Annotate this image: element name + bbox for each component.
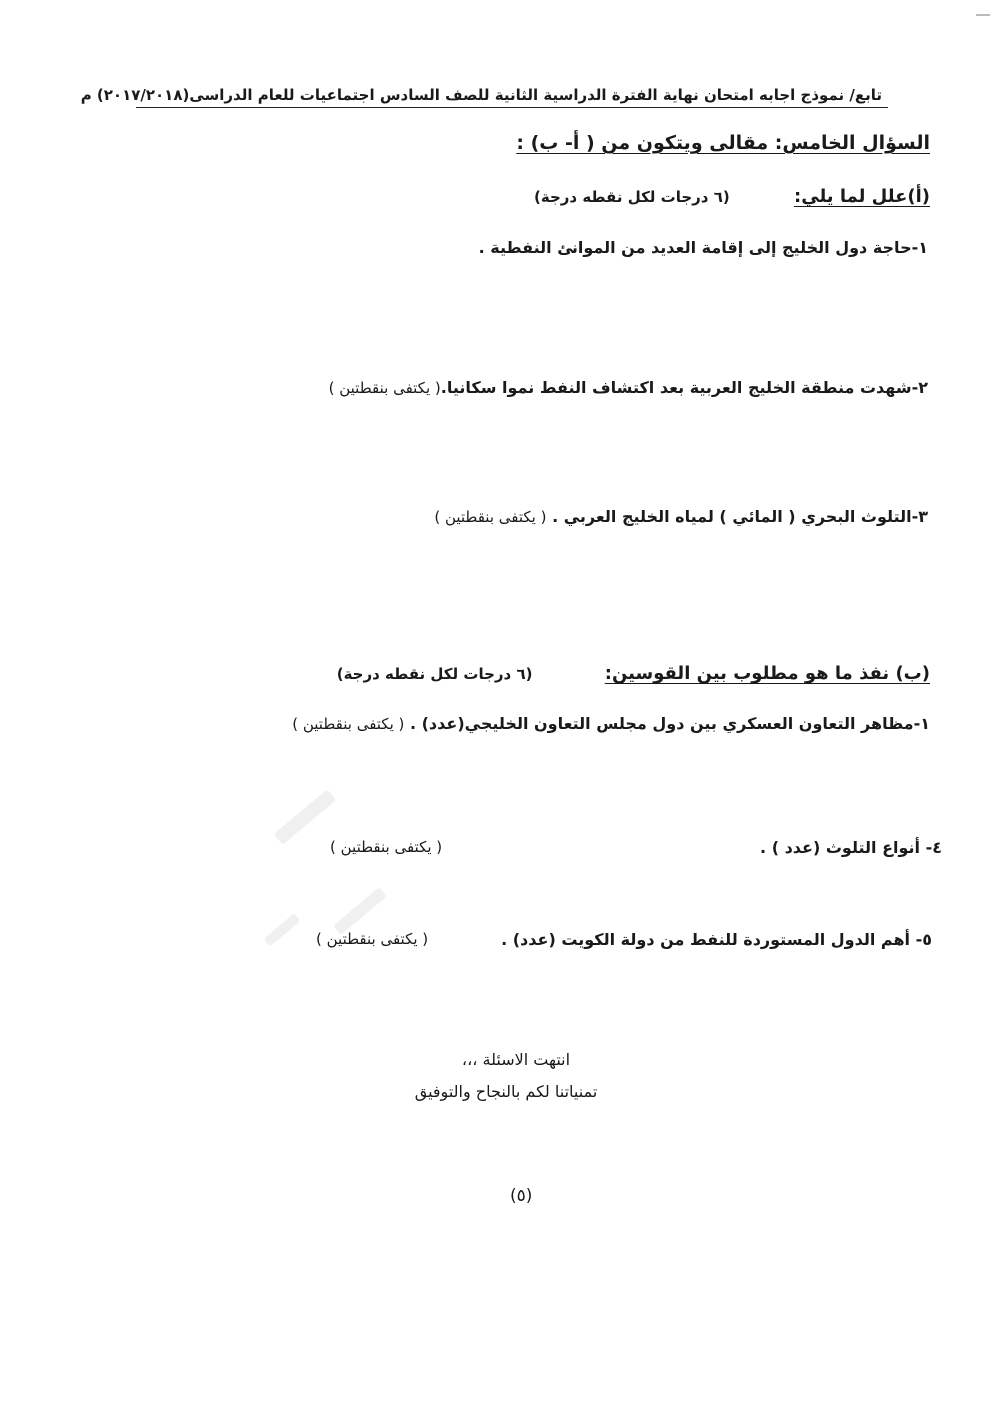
section-a-heading bbox=[534, 186, 930, 207]
section-b-label: (ب) نفذ ما هو مطلوب بين القوسين: bbox=[604, 663, 930, 684]
section-b-item-1 bbox=[292, 714, 930, 733]
section-a-item-3 bbox=[434, 507, 928, 526]
section-a-item-1 bbox=[479, 238, 928, 257]
section-b-heading bbox=[337, 663, 930, 684]
header-divider bbox=[136, 107, 888, 108]
section-a-score: (٦ درجات لكل نقطه درجة) bbox=[534, 188, 730, 206]
page-number: (٥) bbox=[510, 1186, 533, 1206]
section-b-item-1-note: ( يكتفى بنقطتين ) bbox=[292, 715, 405, 733]
section-a-item-2-text: ٢-شهدت منطقة الخليج العربية بعد اكتشاف النفط نموا سكانيا. bbox=[440, 378, 928, 397]
section-b-item-4-text: ٤- أنواع التلوث (عدد ) . bbox=[760, 838, 942, 857]
section-b-score: (٦ درجات لكل نقطه درجة) bbox=[336, 665, 533, 683]
question-title: السؤال الخامس: مقالى ويتكون من ( أ- ب) : bbox=[516, 132, 930, 154]
section-a-label: (أ)علل لما يلي: bbox=[794, 186, 930, 207]
section-b-item-1-text: ١-مظاهر التعاون العسكري بين دول مجلس التعاون الخليجي(عدد) . bbox=[409, 714, 930, 733]
section-b-item-5-note: ( يكتفى بنقطتين ) bbox=[316, 930, 429, 948]
scan-smudge bbox=[274, 789, 337, 845]
scan-smudge bbox=[263, 913, 300, 946]
section-b-item-4-note: ( يكتفى بنقطتين ) bbox=[330, 838, 443, 856]
section-a-item-3-note: ( يكتفى بنقطتين ) bbox=[434, 508, 547, 526]
page-header: تابع/ نموذج اجابه امتحان نهاية الفترة الدراسية الثانية للصف السادس اجتماعيات للعام الدراسى(٢٠١٧/٢٠١٨) م bbox=[80, 86, 882, 104]
section-a-item-2-note: ( يكتفى بنقطتين ) bbox=[328, 379, 441, 397]
section-a-item-1-text: ١-حاجة دول الخليج إلى إقامة العديد من الموانئ النفطية . bbox=[478, 238, 928, 257]
section-b-item-5-text: ٥- أهم الدول المستوردة للنفط من دولة الكويت (عدد) . bbox=[501, 930, 932, 949]
scan-edge-mark bbox=[976, 14, 990, 16]
scan-smudge bbox=[333, 887, 387, 935]
section-a-item-2 bbox=[329, 378, 928, 397]
section-a-item-3-text: ٣-التلوث البحري ( المائي ) لمياه الخليج العربي . bbox=[552, 507, 928, 526]
closing-line-2: تمنياتنا لكم بالنجاح والتوفيق bbox=[414, 1082, 598, 1101]
closing-line-1: انتهت الاسئلة ،،، bbox=[461, 1050, 571, 1069]
